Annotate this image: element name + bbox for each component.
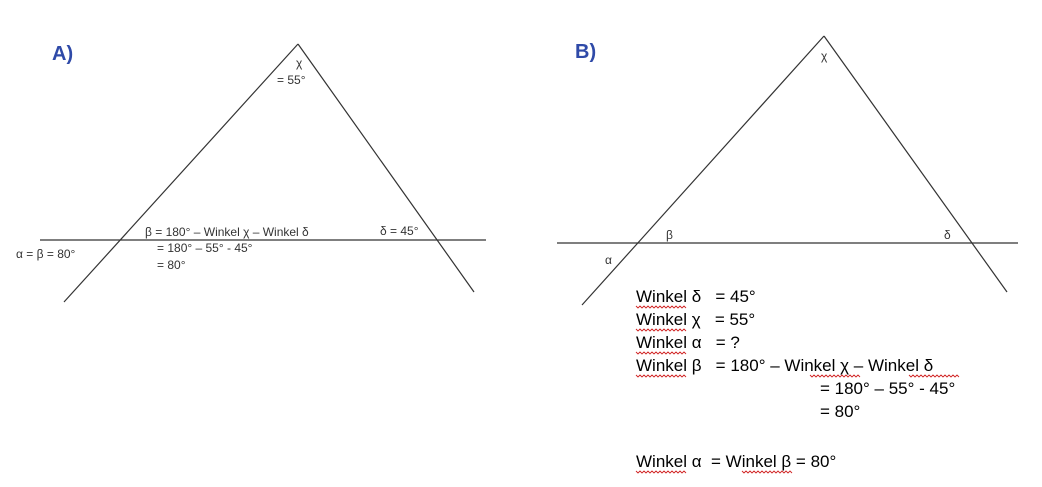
calc-line-4-word: Winkel xyxy=(636,356,688,375)
calc-line-1 xyxy=(636,287,756,306)
calc-line-2-rest: χ = 55° xyxy=(687,310,756,329)
calc-line-4-spell-underline-3 xyxy=(909,375,959,377)
panel-b-chi-symbol: χ xyxy=(821,49,828,63)
panel-a-alpha-label: α = β = 80° xyxy=(16,247,76,261)
calc-line-5: = 180° – 55° - 45° xyxy=(820,379,956,398)
calc-line-7-mid: α = xyxy=(687,452,726,471)
calc-line-2-spell-underline xyxy=(636,329,686,331)
calc-line-4 xyxy=(636,356,933,375)
calc-line-3-word: Winkel xyxy=(636,333,688,352)
calc-line-1-spell-underline xyxy=(636,306,686,308)
calc-line-1-word: Winkel xyxy=(636,287,688,306)
panel-b-left-side xyxy=(582,36,824,305)
calc-line-7-spell-underline-1 xyxy=(636,471,686,473)
panel-a-right-side xyxy=(298,44,474,292)
panel-b-delta-symbol: δ xyxy=(944,228,951,242)
calc-line-7-end: β = 80° xyxy=(776,452,837,471)
panel-b-alpha-symbol: α xyxy=(605,253,612,267)
panel-b-calculation xyxy=(636,287,959,473)
calc-line-7-word2: Winkel xyxy=(725,452,777,471)
panel-b-title: B) xyxy=(575,41,597,63)
panel-b-beta-symbol: β xyxy=(666,228,673,242)
calc-line-4-mid: β = 180° – xyxy=(687,356,785,375)
calc-line-2-word: Winkel xyxy=(636,310,688,329)
calc-line-3-rest: α = ? xyxy=(687,333,740,352)
panel-b-right-side xyxy=(824,36,1007,292)
calc-line-4-word3: Winkel xyxy=(867,356,919,375)
calc-line-7-spell-underline-2 xyxy=(742,471,792,473)
calc-line-4-end: δ xyxy=(919,356,934,375)
calc-line-4-spell-underline-2 xyxy=(810,375,860,377)
panel-a-title: A) xyxy=(52,43,74,65)
panel-a-delta-label: δ = 45° xyxy=(380,224,419,238)
calc-line-1-rest: δ = 45° xyxy=(687,287,756,306)
calc-line-4-spell-underline-1 xyxy=(636,375,686,377)
panel-a-beta-line1: β = 180° – Winkel χ – Winkel δ xyxy=(145,225,309,239)
calc-line-6: = 80° xyxy=(820,402,861,421)
calc-line-3 xyxy=(636,333,740,352)
calc-line-7-word: Winkel xyxy=(636,452,688,471)
panel-a-beta-line2: = 180° – 55° - 45° xyxy=(157,241,253,255)
calc-line-4-mid2: χ – xyxy=(835,356,868,375)
calc-line-3-spell-underline xyxy=(636,352,686,354)
panel-a-chi-value: = 55° xyxy=(277,73,306,87)
calc-line-7 xyxy=(636,452,836,471)
panel-a-beta-line3: = 80° xyxy=(157,258,186,272)
calc-line-4-word2: Winkel xyxy=(784,356,836,375)
panel-a-chi-symbol: χ xyxy=(296,56,303,70)
calc-line-2 xyxy=(636,310,755,329)
